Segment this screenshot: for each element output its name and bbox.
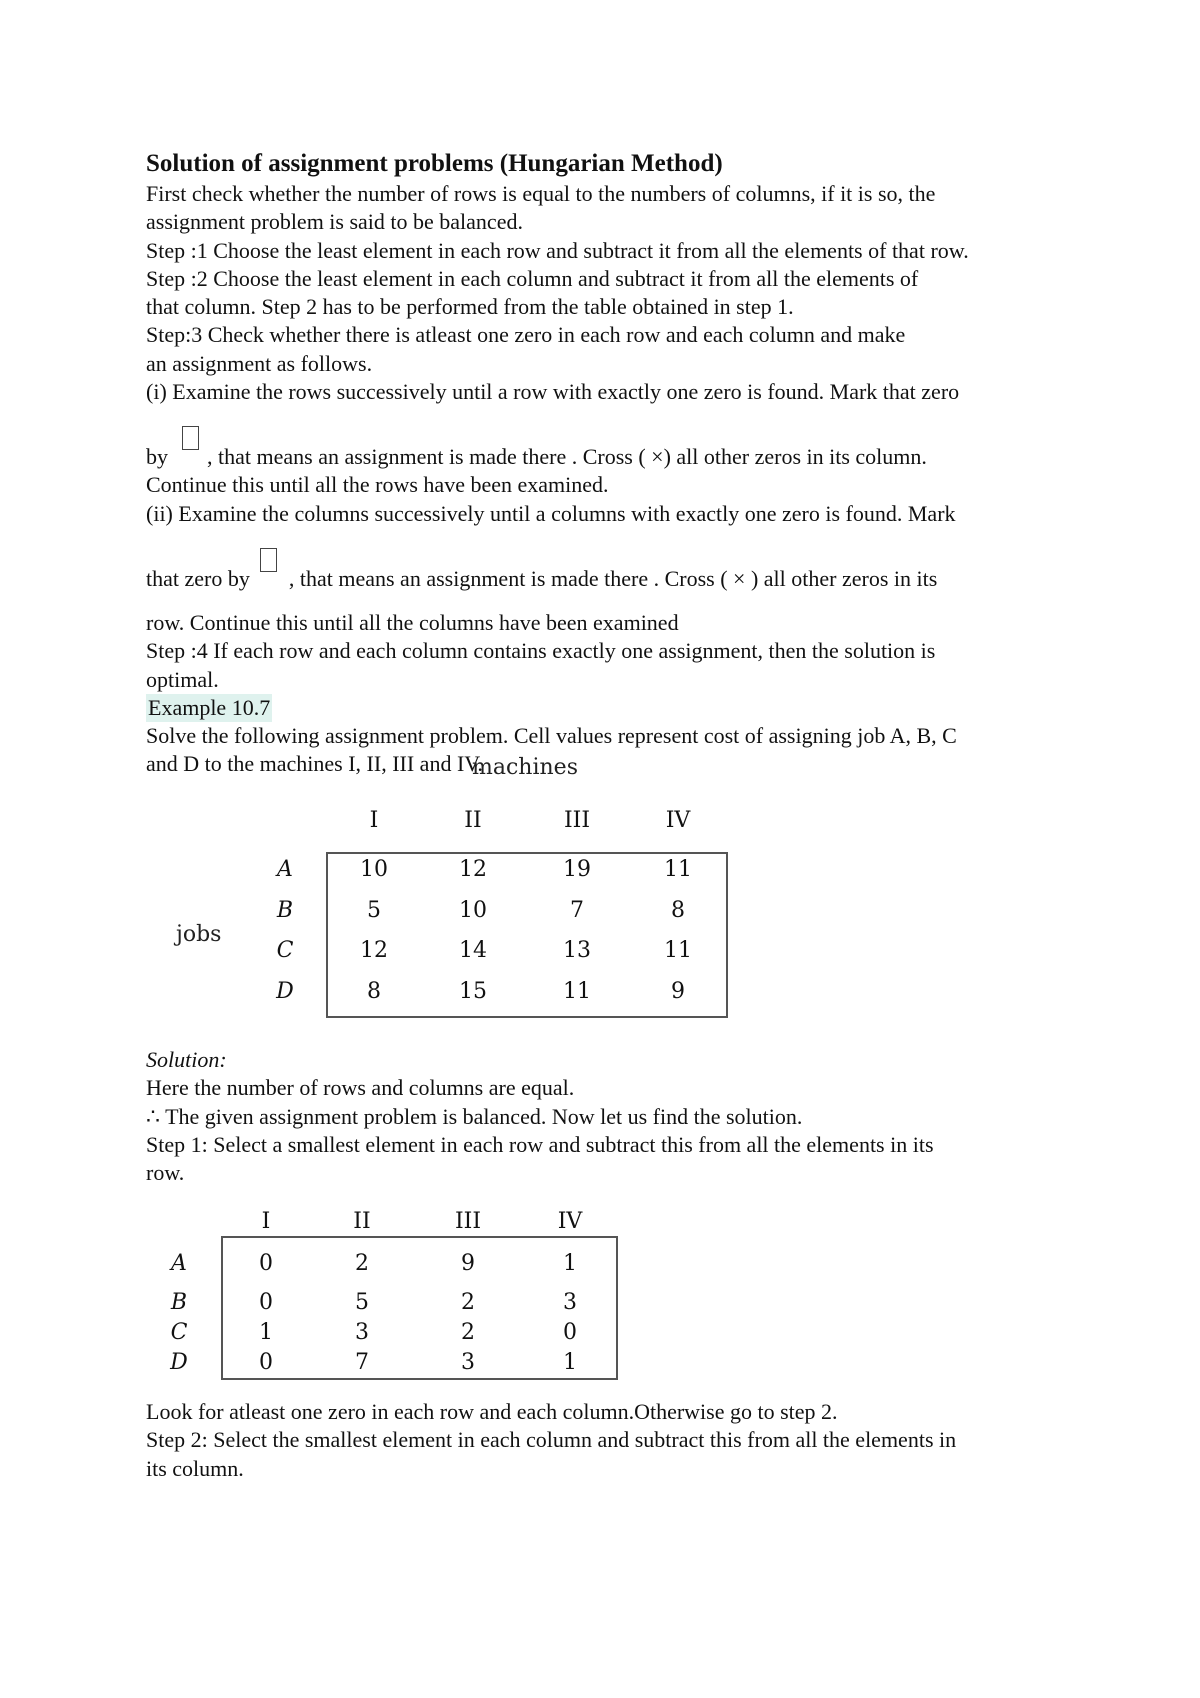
table-cell: 0 — [563, 1320, 577, 1345]
table-cell: 2 — [355, 1251, 369, 1276]
table-cell: 0 — [259, 1350, 273, 1375]
table-cell: 11 — [664, 938, 692, 963]
rule-i-before: by — [146, 444, 168, 470]
table-cell: 10 — [360, 857, 388, 882]
machines-caption: machines — [472, 755, 578, 780]
rule-ii-line — [146, 548, 1076, 593]
box-symbol-icon — [260, 548, 277, 572]
table-cell: 10 — [459, 898, 487, 923]
row-header: C — [276, 938, 294, 963]
table-cell: 2 — [461, 1320, 475, 1345]
example-label: Example 10.7 — [146, 694, 272, 722]
row-header: B — [276, 898, 294, 923]
column-header: III — [454, 1209, 482, 1234]
box-symbol-icon — [182, 426, 199, 450]
example-text: and D to the machines I, II, III and IV. — [146, 751, 483, 777]
column-header: II — [464, 808, 482, 833]
table-cell: 1 — [563, 1350, 577, 1375]
rule-i-text: (i) Examine the rows successively until a row with exactly one zero is found. Mark that zero — [146, 379, 960, 405]
solution-text: Step 1: Select a smallest element in each row and subtract this from all the elements in its — [146, 1131, 934, 1157]
example-text: Solve the following assignment problem. Cell values represent cost of assigning job A, B, C — [146, 723, 957, 749]
row-header: D — [170, 1350, 188, 1375]
closing-text: its column. — [146, 1455, 244, 1481]
rule-ii-before: that zero by — [146, 565, 250, 591]
closing-text: Look for atleast one zero in each row and each column.Otherwise go to step 2. — [146, 1399, 838, 1424]
solution-text: Here the number of rows and columns are equal. — [146, 1075, 575, 1101]
rule-ii-text: (ii) Examine the columns successively until a columns with exactly one zero is found. Mark — [146, 500, 956, 526]
table-cell: 8 — [671, 898, 685, 923]
column-header: I — [369, 808, 379, 833]
table-cell: 14 — [459, 938, 487, 963]
column-header: IV — [665, 808, 691, 833]
table-cell: 1 — [563, 1251, 577, 1276]
table-cell: 8 — [367, 979, 381, 1004]
table-cell: 7 — [355, 1350, 369, 1375]
column-header: II — [353, 1209, 371, 1234]
step1-text: Step :1 Choose the least element in each row and subtract it from all the elements of that row. — [146, 237, 969, 263]
solution-text: ∴ The given assignment problem is balanced. Now let us find the solution. — [146, 1103, 803, 1129]
rule-i-continue: Continue this until all the rows have been examined. — [146, 472, 609, 498]
step4-text: Step :4 If each row and each column contains exactly one assignment, then the solution is — [146, 638, 936, 664]
example-line — [146, 694, 1076, 722]
intro-line: assignment problem is said to be balanced. — [146, 209, 523, 235]
intro-line: First check whether the number of rows is equal to the numbers of columns, if it is so, the — [146, 181, 936, 206]
table-cell: 0 — [259, 1290, 273, 1315]
table-cell: 5 — [367, 898, 381, 923]
step3-text: an assignment as follows. — [146, 350, 373, 376]
solution-body — [146, 1046, 1076, 1187]
table-cell: 3 — [355, 1320, 369, 1345]
table-cell: 0 — [259, 1251, 273, 1276]
rule-ii-continue: row. Continue this until all the columns have been examined — [146, 609, 679, 635]
solution-text: row. — [146, 1160, 185, 1186]
table-cell: 12 — [360, 938, 388, 963]
table-cell: 9 — [671, 979, 685, 1004]
table-cell: 3 — [461, 1350, 475, 1375]
row-header: A — [171, 1251, 187, 1276]
table-cell: 9 — [461, 1251, 475, 1276]
table-cell: 7 — [570, 898, 584, 923]
rule-i-line — [146, 426, 1076, 471]
table-cell: 5 — [355, 1290, 369, 1315]
step2-text: that column. Step 2 has to be performed from the table obtained in step 1. — [146, 294, 794, 320]
table-cell: 11 — [664, 857, 692, 882]
section-title: Solution of assignment problems (Hungarian Method) — [146, 150, 723, 177]
table-cell: 3 — [563, 1290, 577, 1315]
document-body — [146, 148, 1076, 779]
table-cell: 19 — [563, 857, 591, 882]
table-cell: 2 — [461, 1290, 475, 1315]
rule-i-after: , that means an assignment is made there . Cross ( ×) all other zeros in its column. — [207, 444, 927, 470]
row-header: A — [277, 857, 293, 882]
table-cell: 12 — [459, 857, 487, 882]
table-cell: 13 — [563, 938, 591, 963]
row-header: D — [276, 979, 294, 1004]
jobs-caption: jobs — [176, 922, 222, 947]
row-header: C — [170, 1320, 188, 1345]
column-header: IV — [557, 1209, 583, 1234]
step3-text: Step:3 Check whether there is atleast one zero in each row and each column and make — [146, 322, 906, 348]
step2-text: Step :2 Choose the least element in each column and subtract it from all the elements of — [146, 265, 919, 291]
table-cell: 1 — [259, 1320, 273, 1345]
solution-label: Solution: — [146, 1047, 227, 1072]
step4-text: optimal. — [146, 666, 219, 692]
table-cell: 11 — [563, 979, 591, 1004]
row-header: B — [170, 1290, 188, 1315]
column-header: I — [261, 1209, 271, 1234]
closing-body — [146, 1398, 1076, 1483]
table-cell: 15 — [459, 979, 487, 1004]
closing-text: Step 2: Select the smallest element in each column and subtract this from all the elements in — [146, 1427, 957, 1453]
rule-ii-after: , that means an assignment is made there . Cross ( × ) all other zeros in its — [288, 565, 938, 591]
column-header: III — [563, 808, 591, 833]
